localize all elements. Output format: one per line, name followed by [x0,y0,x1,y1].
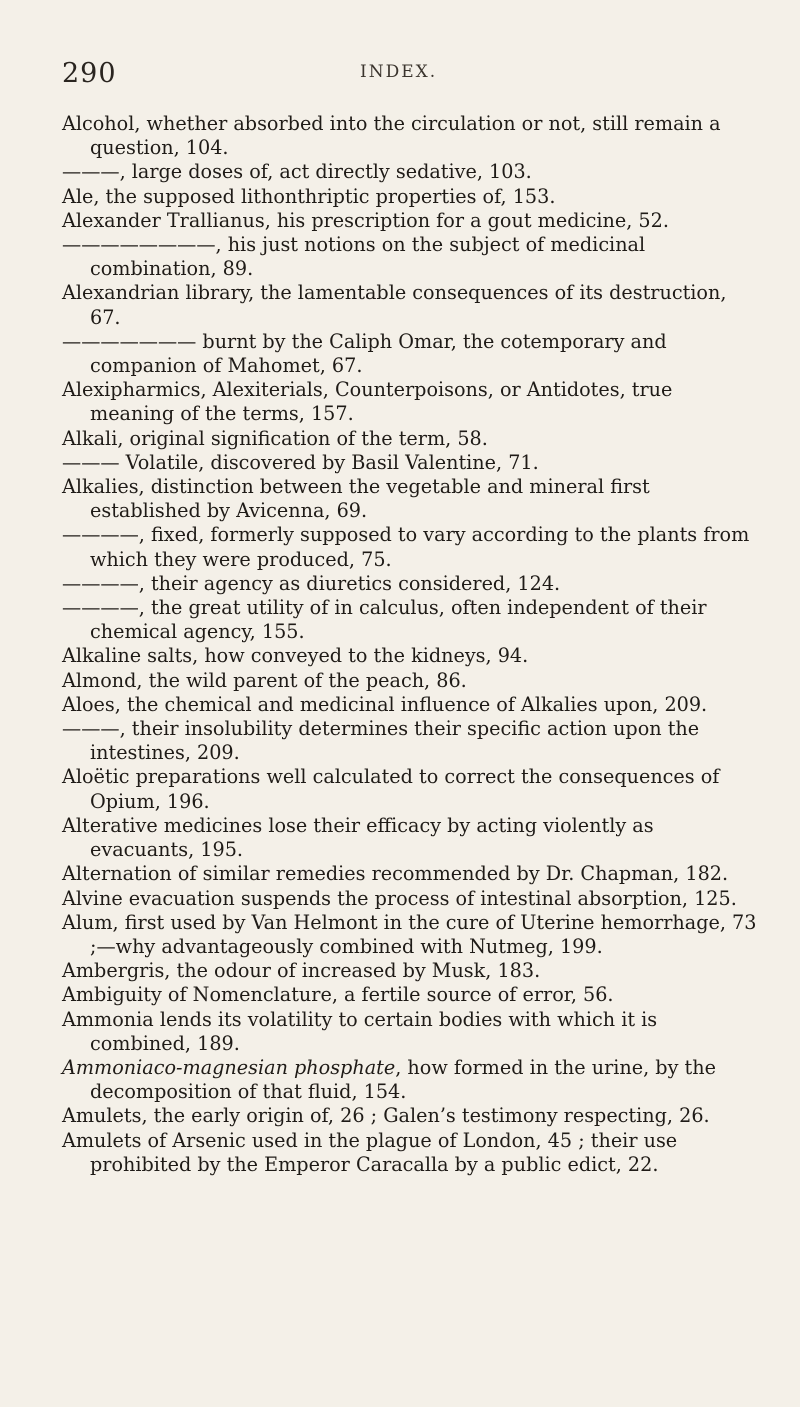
index-entry: Ambiguity of Nomenclature, a fertile source of error, 56. [62,983,614,1007]
page-number: 290 [62,58,117,89]
index-entry: ———, their insolubility determines their specific action upon the intestines, 209. [62,717,700,765]
index-entry: Alexipharmics, Alexiterials, Counterpoisons, or Antidotes, true meaning of the terms, 157. [62,378,673,426]
index-entry: ————, fixed, formerly supposed to vary according to the plants from which they were produced, 75. [62,523,750,571]
index-entry: ——————— burnt by the Caliph Omar, the cotemporary and companion of Mahomet, 67. [62,329,667,378]
index-entry: Alexandrian library, the lamentable consequences of its destruction, 67. [62,281,727,329]
running-head: INDEX. [360,62,438,82]
index-entry: Almond, the wild parent of the peach, 86. [62,668,467,692]
index-entry: Alterative medicines lose their efficacy by acting violently as evacuants, 195. [62,813,654,862]
index-entries [62,112,762,1177]
index-entry: Ammoniaco-magnesian phosphate, how formed in the urine, by the decomposition of that fluid, 154. [62,1055,716,1104]
index-entry: Alkaline salts, how conveyed to the kidneys, 94. [62,644,529,668]
index-entry: Alternation of similar remedies recommended by Dr. Chapman, 182. [62,862,729,886]
index-entry: Ambergris, the odour of increased by Musk, 183. [62,959,541,983]
index-entry: Alkalies, distinction between the vegetable and mineral first established by Avicenna, 69. [62,475,650,523]
index-entry: Aloëtic preparations well calculated to correct the consequences of Opium, 196. [62,765,720,813]
index-entry: Amulets of Arsenic used in the plague of London, 45 ; their use prohibited by the Emperor Caracalla by a public edict, 22. [62,1128,678,1176]
index-entry: ————, the great utility of in calculus, often independent of their chemical agency, 155. [62,596,707,644]
index-entry: ————————, his just notions on the subject of medicinal combination, 89. [62,233,646,281]
index-entry: ————, their agency as diuretics considered, 124. [62,571,561,595]
index-entry: Alvine evacuation suspends the process of intestinal absorption, 125. [62,886,737,910]
index-entry: Alum, first used by Van Helmont in the cure of Uterine hemorrhage, 73 ;—why advantageously combined with Nutmeg, 199. [62,910,757,958]
index-entry: ———, large doses of, act directly sedative, 103. [62,160,532,184]
index-entry: Alkali, original signification of the term, 58. [62,426,488,450]
index-entry: Aloes, the chemical and medicinal influence of Alkalies upon, 209. [62,692,708,716]
index-entry: Alcohol, whether absorbed into the circulation or not, still remain a question, 104. [62,112,721,160]
index-entry: Alexander Trallianus, his prescription for a gout medicine, 52. [62,208,669,232]
index-entry: Amulets, the early origin of, 26 ; Galen’s testimony respecting, 26. [62,1104,710,1128]
index-entry: ——— Volatile, discovered by Basil Valentine, 71. [62,450,539,474]
index-entry: Ale, the supposed lithonthriptic properties of, 153. [62,184,556,208]
index-entry: Ammonia lends its volatility to certain bodies with which it is combined, 189. [62,1007,658,1055]
